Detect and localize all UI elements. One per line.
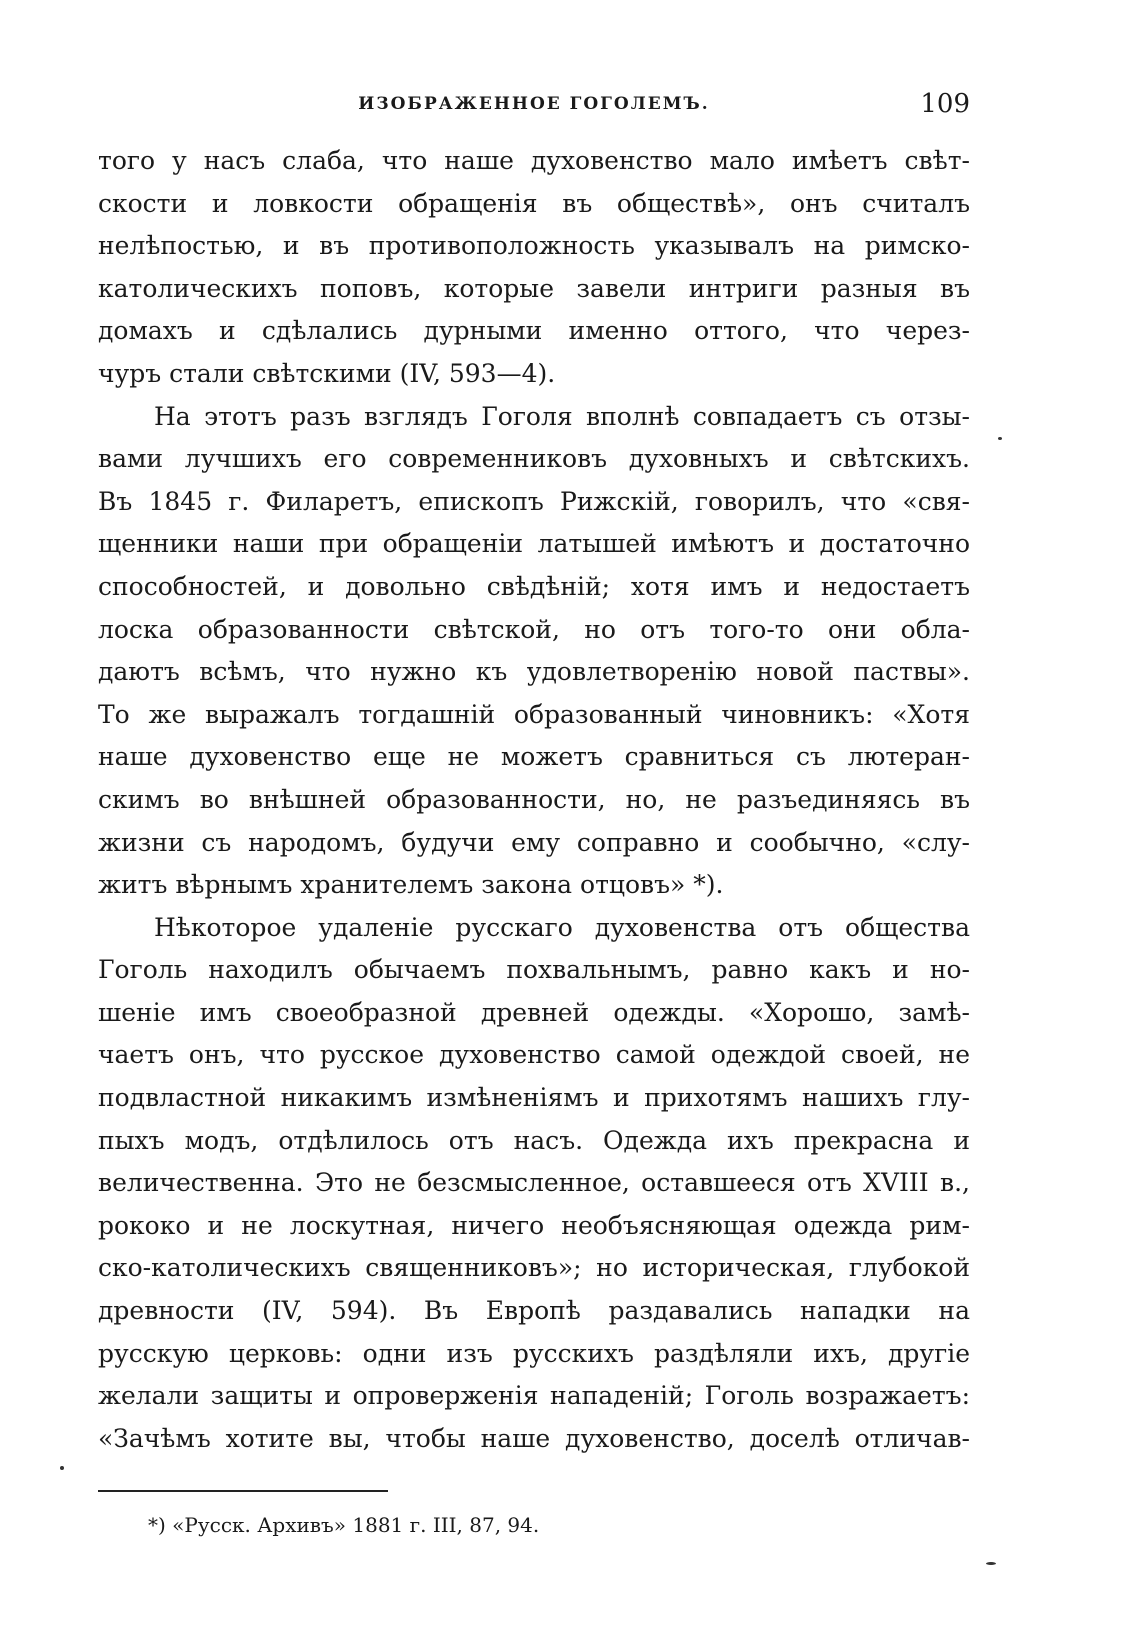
text-line: шеніе имъ своеобразной древней одежды. «Хорошо, замѣ-	[98, 997, 970, 1027]
text-line: домахъ и сдѣлались дурными именно оттого, что через-	[98, 316, 970, 346]
page-number: 109	[920, 89, 970, 119]
text-line: русскую церковь: одни изъ русскихъ раздѣляли ихъ, другіе	[98, 1338, 970, 1368]
text-line: щенники наши при обращеніи латышей имѣютъ и достаточно	[98, 529, 970, 559]
scan-speck	[60, 1466, 64, 1470]
text-line: рококо и не лоскутная, ничего необъясняющая одежда рим-	[98, 1210, 970, 1240]
footnote: *) «Русск. Архивъ» 1881 г. III, 87, 94.	[148, 1513, 540, 1537]
text-line: вами лучшихъ его современниковъ духовныхъ и свѣтскихъ.	[98, 444, 970, 474]
text-line: древности (IV, 594). Въ Европѣ раздавались нападки на	[98, 1296, 970, 1326]
text-line: Гоголь находилъ обычаемъ похвальнымъ, равно какъ и но-	[98, 955, 970, 985]
text-line: жизни съ народомъ, будучи ему соправно и сообычно, «слу-	[98, 827, 970, 857]
text-line: На этотъ разъ взглядъ Гоголя вполнѣ совпадаетъ съ отзы-	[154, 401, 970, 431]
scan-speck	[986, 1562, 996, 1565]
text-line: То же выражалъ тогдашній образованный чиновникъ: «Хотя	[98, 699, 970, 729]
text-line: «Зачѣмъ хотите вы, чтобы наше духовенство, доселѣ отличав-	[98, 1423, 970, 1453]
paragraph	[98, 396, 970, 907]
paragraph	[98, 140, 970, 396]
text-line: житъ вѣрнымъ хранителемъ закона отцовъ» *).	[98, 870, 724, 900]
text-line: лоска образованности свѣтской, но отъ того-то они обла-	[98, 614, 970, 644]
text-line: ско-католическихъ священниковъ»; но историческая, глубокой	[98, 1253, 970, 1283]
text-line: подвластной никакимъ измѣненіямъ и прихотямъ нашихъ глу-	[98, 1083, 970, 1113]
text-line: способностей, и довольно свѣдѣній; хотя имъ и недостаетъ	[98, 571, 970, 601]
text-line: пыхъ модъ, отдѣлилось отъ насъ. Одежда ихъ прекрасна и	[98, 1125, 970, 1155]
text-line: католическихъ поповъ, которые завели интриги разныя въ	[98, 273, 970, 303]
text-line: Нѣкоторое удаленіе русскаго духовенства отъ общества	[154, 912, 970, 942]
text-line: величественна. Это не безсмысленное, оставшееся отъ XVIII в.,	[98, 1168, 970, 1198]
text-line: скости и ловкости обращенія въ обществѣ», онъ считалъ	[98, 188, 970, 218]
scan-speck	[998, 437, 1002, 440]
text-line: скимъ во внѣшней образованности, но, не разъединяясь въ	[98, 784, 970, 814]
text-line: чуръ стали свѣтскими (IV, 593—4).	[98, 358, 556, 388]
text-line: наше духовенство еще не можетъ сравниться съ лютеран-	[98, 742, 970, 772]
text-line: чаетъ онъ, что русское духовенство самой одеждой своей, не	[98, 1040, 970, 1070]
text-line: нелѣпостью, и въ противоположность указывалъ на римско-	[98, 231, 970, 261]
text-line: Въ 1845 г. Филаретъ, епископъ Рижскій, говорилъ, что «свя-	[98, 486, 970, 516]
running-title: ИЗОБРАЖЕННОЕ ГОГОЛЕМЪ.	[358, 94, 710, 114]
text-line: желали защиты и опроверженія нападеній; Гоголь возражаетъ:	[98, 1381, 970, 1411]
paragraph	[98, 907, 970, 1461]
text-line: даютъ всѣмъ, что нужно къ удовлетворенію новой паствы».	[98, 657, 970, 687]
running-head	[98, 86, 970, 122]
body-text	[98, 140, 970, 1460]
footnote-rule	[98, 1490, 388, 1492]
text-line: того у насъ слаба, что наше духовенство мало имѣетъ свѣт-	[98, 146, 970, 175]
